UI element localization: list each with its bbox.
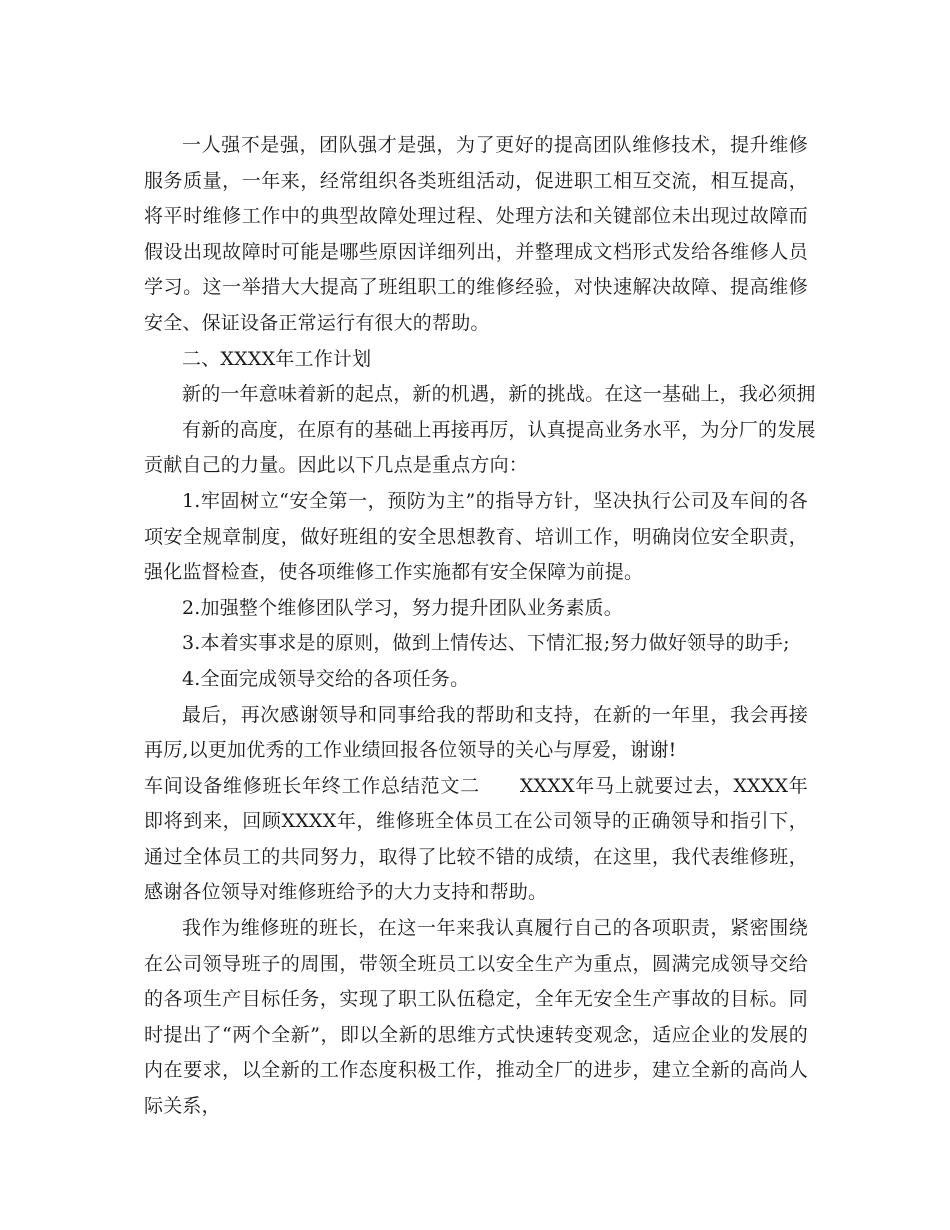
paragraph-plan-intro-line2: 有新的高度，在原有的基础上再接再厉，认真提高业务水平，为分厂的发展 (182, 418, 816, 441)
paragraph-team-training: 一人强不是强，团队强才是强，为了更好的提高团队维修技术，提升维修服务质量，一年来，经常组织各类班组活动，促进职工相互交流，相互提高，将平时维修工作中的典型故障处理过程、处理方法和关键部位未出现过故障而假设出现故障时可能是哪些原因详细列出，并整理成文档形式发给各维修人员学习。这一举措大大提高了班组职工的维修经验，对快速解决故障、提高维修安全、保证设备正常运行有很大的帮助。 (144, 134, 808, 334)
document-title-2: 车间设备维修班长年终工作总结范文二 (144, 774, 480, 797)
document-body (144, 128, 816, 1125)
plan-item-4: 4.全面完成领导交给的各项任务。 (182, 667, 470, 690)
plan-item-2: 2.加强整个维修团队学习，努力提升团队业务素质。 (182, 596, 623, 619)
plan-item-3: 3.本着实事求是的原则，做到上情传达、下情汇报;努力做好领导的助手; (182, 632, 790, 655)
paragraph-second-summary-opening (144, 769, 808, 911)
paragraph-plan-intro-line3: 贡献自己的力量。因此以下几点是重点方向： (144, 454, 529, 477)
paragraph-plan-intro-line1: 新的一年意味着新的起点，新的机遇，新的挑战。在这一基础上，我必须拥 (182, 383, 816, 406)
section-heading-work-plan: 二、XXXX年工作计划 (182, 347, 372, 370)
paragraph-year-review: XXXX年马上就要过去，XXXX年即将到来，回顾XXXX年，维修班全体员工在公司领导的正确领导和指引下，通过全体员工的共同努力，取得了比较不错的成绩，在这里，我代表维修班，感谢各位领导对维修班给予的大力支持和帮助。 (144, 774, 808, 904)
plan-item-1: 1.牢固树立“安全第一，预防为主”的指导方针，坚决执行公司及车间的各项安全规章制度，做好班组的安全思想教育、培训工作，明确岗位安全职责，强化监督检查，使各项维修工作实施都有安全保障为前提。 (144, 489, 808, 584)
paragraph-closing-thanks: 最后，再次感谢领导和同事给我的帮助和支持，在新的一年里，我会再接再厉,以更加优秀的工作业绩回报各位领导的关心与厚爱，谢谢! (144, 703, 808, 762)
paragraph-team-leader-duties: 我作为维修班的班长，在这一年来我认真履行自己的各项职责，紧密围绕在公司领导班子的周围，带领全班员工以安全生产为重点，圆满完成领导交给的各项生产目标任务，实现了职工队伍稳定，全年无安全生产事故的目标。同时提出了“两个全新”，即以全新的思维方式快速转变观念，适应企业的发展的内在要求，以全新的工作态度积极工作，推动全厂的进步，建立全新的高尚人际关系， (144, 917, 808, 1118)
